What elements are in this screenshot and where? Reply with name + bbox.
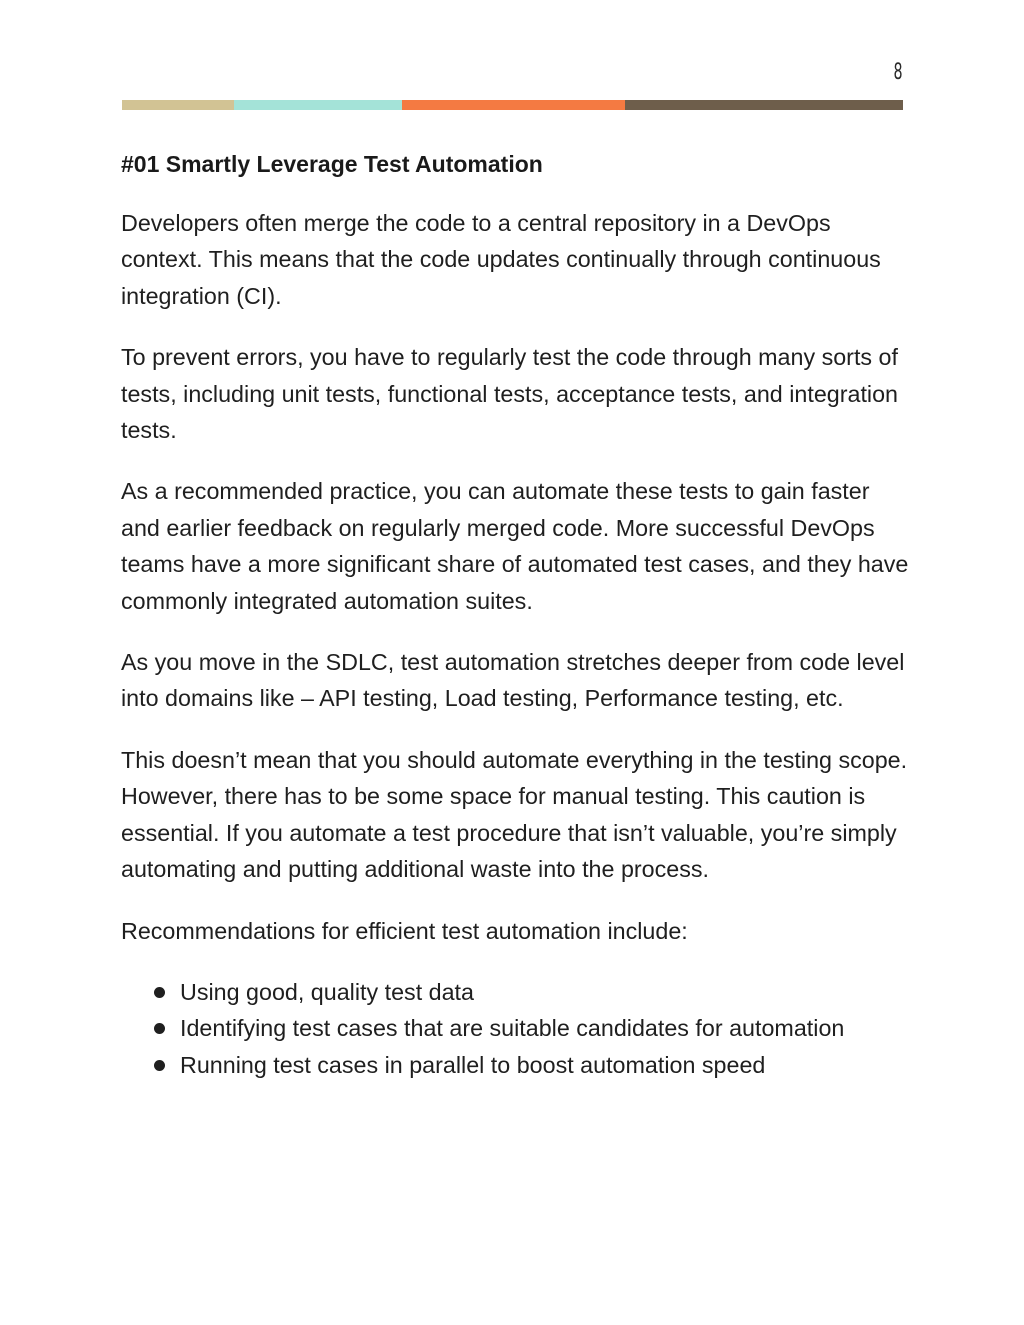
color-bar-segment-3 xyxy=(402,100,625,110)
list-item xyxy=(121,974,911,1010)
bullet-icon xyxy=(154,1060,165,1071)
color-bar-segment-1 xyxy=(122,100,234,110)
recommendations-intro: Recommendations for efficient test automation include: xyxy=(121,917,688,944)
page-number: 8 xyxy=(893,60,903,85)
bullet-icon xyxy=(154,987,165,998)
list-item-text: Running test cases in parallel to boost automation speed xyxy=(180,1051,766,1078)
recommendations-list xyxy=(121,974,911,1083)
paragraph: As you move in the SDLC, test automation stretches deeper from code level into domains like – API testing, Load testing, Performance testing, etc. xyxy=(121,649,905,712)
bullet-icon xyxy=(154,1023,165,1034)
paragraph: This doesn’t mean that you should automate everything in the testing scope. However, there has to be some space for manual testing. This caution is essential. If you automate a test procedure that isn’t valuable, you’re simply automating and putting additional waste into the process. xyxy=(121,746,908,883)
list-item-text: Identifying test cases that are suitable candidates for automation xyxy=(180,1015,845,1042)
list-item-text: Using good, quality test data xyxy=(180,978,474,1005)
header-color-bar xyxy=(122,100,903,110)
color-bar-segment-2 xyxy=(234,100,401,110)
section-heading: #01 Smartly Leverage Test Automation xyxy=(121,151,543,177)
page-content xyxy=(121,146,911,1083)
list-item xyxy=(121,1010,911,1046)
paragraph: Developers often merge the code to a central repository in a DevOps context. This means that the code updates continually through continuous integration (CI). xyxy=(121,210,881,309)
list-item xyxy=(121,1047,911,1083)
paragraph: To prevent errors, you have to regularly test the code through many sorts of tests, including unit tests, functional tests, acceptance tests, and integration tests. xyxy=(121,344,899,444)
color-bar-segment-4 xyxy=(625,100,903,110)
paragraph: As a recommended practice, you can automate these tests to gain faster and earlier feedback on regularly merged code. More successful DevOps teams have a more significant share of automated test cases, and they have commonly integrated automation suites. xyxy=(121,478,909,614)
